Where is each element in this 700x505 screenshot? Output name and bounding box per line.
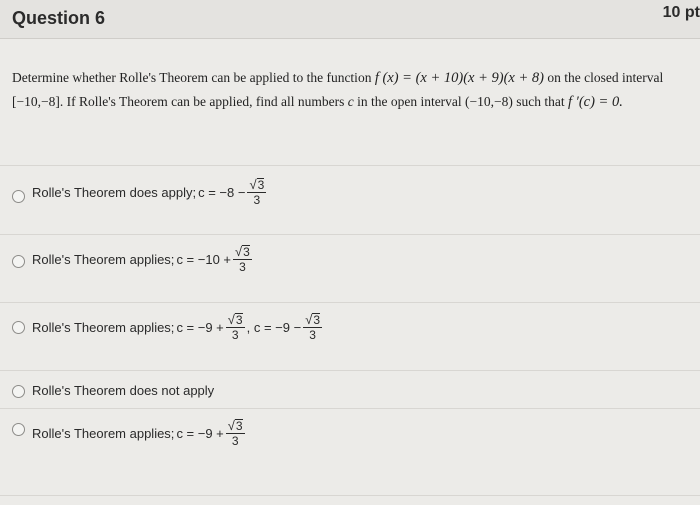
question-points: 10 pt	[662, 4, 700, 21]
option-expression: c = −8 −	[198, 185, 246, 200]
option-expression: , c = −9 −	[246, 320, 302, 335]
prompt-text: on the closed interval	[543, 70, 664, 85]
prompt-text: in the open interval (−10,−8) such that	[353, 94, 569, 109]
option-label[interactable]	[32, 313, 324, 342]
option-text: Rolle's Theorem applies;	[32, 320, 175, 335]
radio-button[interactable]	[12, 321, 25, 334]
answer-option-4[interactable]	[0, 371, 700, 408]
answer-option-5[interactable]	[0, 409, 700, 495]
option-text: Rolle's Theorem does apply;	[32, 185, 197, 200]
prompt-line-1	[12, 66, 694, 90]
answer-option-3[interactable]	[0, 303, 700, 370]
option-expression: c = −10 +	[176, 252, 232, 267]
option-expression: c = −9 +	[176, 426, 224, 441]
prompt-line-2	[12, 90, 694, 114]
prompt-text: Determine whether Rolle's Theorem can be applied to the function	[12, 70, 375, 85]
radio-button[interactable]	[12, 255, 25, 268]
option-expression: c = −9 +	[176, 320, 224, 335]
question-header	[0, 0, 700, 39]
option-label[interactable]	[32, 383, 214, 398]
sqrt3-over-3: √ 3 3	[249, 177, 265, 207]
sqrt3-over-3: √ 3 3	[227, 312, 243, 342]
prompt-text: [−10,−8]. If Rolle's Theorem can be applied, find all numbers	[12, 94, 348, 109]
option-label[interactable]	[32, 245, 254, 274]
option-label[interactable]	[32, 178, 268, 207]
question-prompt	[12, 66, 694, 114]
question-title: Question 6	[12, 8, 106, 28]
radio-button[interactable]	[12, 423, 25, 436]
radio-button[interactable]	[12, 190, 25, 203]
divider	[0, 495, 700, 496]
answer-option-2[interactable]	[0, 235, 700, 302]
option-text: Rolle's Theorem applies;	[32, 252, 175, 267]
prompt-variable: c	[347, 94, 354, 109]
prompt-derivative: f ′(c) = 0.	[568, 94, 623, 110]
option-label[interactable]	[32, 419, 247, 448]
prompt-function: f (x) = (x + 10)(x + 9)(x + 8)	[374, 70, 544, 86]
sqrt3-over-3: √ 3 3	[227, 418, 243, 448]
option-text: Rolle's Theorem applies;	[32, 426, 175, 441]
sqrt3-over-3: √ 3 3	[305, 312, 321, 342]
answer-option-1[interactable]	[0, 166, 700, 234]
radio-button[interactable]	[12, 385, 25, 398]
sqrt3-over-3: √ 3 3	[235, 244, 250, 274]
option-text: Rolle's Theorem does not apply	[32, 383, 215, 398]
